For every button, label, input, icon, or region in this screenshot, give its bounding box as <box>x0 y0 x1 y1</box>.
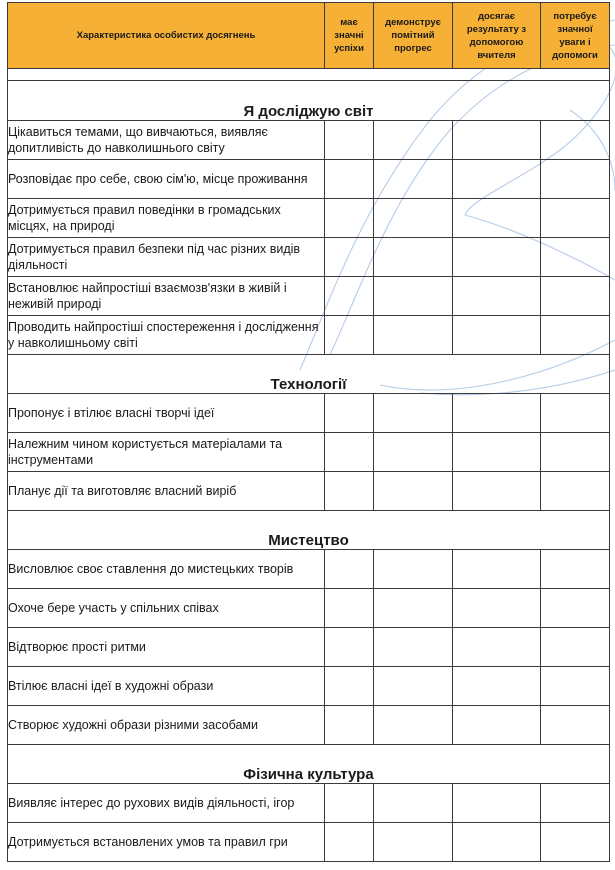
rating-cell[interactable] <box>374 433 453 472</box>
rating-cell[interactable] <box>541 433 610 472</box>
spacer-row <box>8 69 610 81</box>
rating-cell[interactable] <box>453 238 541 277</box>
rating-cell[interactable] <box>453 199 541 238</box>
rating-cell[interactable] <box>325 823 374 862</box>
rating-cell[interactable] <box>325 784 374 823</box>
table-row <box>8 784 610 823</box>
rating-cell[interactable] <box>325 277 374 316</box>
table-row <box>8 316 610 355</box>
item-text: Виявляє інтерес до рухових видів діяльності, ігор <box>8 784 325 823</box>
rating-cell[interactable] <box>541 472 610 511</box>
rating-cell[interactable] <box>453 706 541 745</box>
header-characteristic: Характеристика особистих досягнень <box>8 3 325 69</box>
rating-cell[interactable] <box>374 823 453 862</box>
rating-cell[interactable] <box>325 706 374 745</box>
item-text: Охоче бере участь у спільних співах <box>8 589 325 628</box>
rating-cell[interactable] <box>374 589 453 628</box>
rating-cell[interactable] <box>325 394 374 433</box>
rating-cell[interactable] <box>541 394 610 433</box>
item-text: Висловлює своє ставлення до мистецьких творів <box>8 550 325 589</box>
rating-cell[interactable] <box>325 160 374 199</box>
table-row <box>8 667 610 706</box>
table-row <box>8 472 610 511</box>
rating-cell[interactable] <box>541 238 610 277</box>
rating-cell[interactable] <box>453 550 541 589</box>
rating-cell[interactable] <box>541 667 610 706</box>
rating-cell[interactable] <box>541 160 610 199</box>
rating-cell[interactable] <box>453 433 541 472</box>
rating-cell[interactable] <box>374 472 453 511</box>
table-row <box>8 433 610 472</box>
rating-cell[interactable] <box>453 823 541 862</box>
rating-cell[interactable] <box>374 550 453 589</box>
rating-cell[interactable] <box>541 550 610 589</box>
rating-cell[interactable] <box>325 667 374 706</box>
rating-cell[interactable] <box>374 121 453 160</box>
table-row <box>8 277 610 316</box>
table-row <box>8 823 610 862</box>
item-text: Пропонує і втілює власні творчі ідеї <box>8 394 325 433</box>
rating-cell[interactable] <box>453 472 541 511</box>
table-row <box>8 121 610 160</box>
item-text: Розповідає про себе, свою сім'ю, місце проживання <box>8 160 325 199</box>
item-text: Втілює власні ідеї в художні образи <box>8 667 325 706</box>
header-notable-progress: демонструє помітний прогрес <box>374 3 453 69</box>
table-row <box>8 706 610 745</box>
rating-cell[interactable] <box>374 316 453 355</box>
rating-cell[interactable] <box>453 316 541 355</box>
rating-cell[interactable] <box>453 784 541 823</box>
table-row <box>8 394 610 433</box>
rating-cell[interactable] <box>374 784 453 823</box>
rating-cell[interactable] <box>374 277 453 316</box>
rating-cell[interactable] <box>453 394 541 433</box>
rating-cell[interactable] <box>453 667 541 706</box>
section-title: Мистецтво <box>8 511 610 550</box>
rating-cell[interactable] <box>541 784 610 823</box>
header-needs-attention: потребує значної уваги і допомоги <box>541 3 610 69</box>
rating-cell[interactable] <box>453 277 541 316</box>
rating-cell[interactable] <box>325 238 374 277</box>
item-text: Дотримується правил безпеки під час різних видів діяльності <box>8 238 325 277</box>
item-text: Планує дії та виготовляє власний виріб <box>8 472 325 511</box>
rating-cell[interactable] <box>453 628 541 667</box>
table-row <box>8 550 610 589</box>
rating-cell[interactable] <box>325 472 374 511</box>
section-title: Технології <box>8 355 610 394</box>
rating-cell[interactable] <box>541 199 610 238</box>
table-row <box>8 199 610 238</box>
rating-cell[interactable] <box>374 160 453 199</box>
table-row <box>8 589 610 628</box>
rating-cell[interactable] <box>453 589 541 628</box>
table-row <box>8 160 610 199</box>
item-text: Дотримується встановлених умов та правил гри <box>8 823 325 862</box>
rating-cell[interactable] <box>374 706 453 745</box>
rating-cell[interactable] <box>374 199 453 238</box>
table-row <box>8 628 610 667</box>
achievements-table <box>7 2 610 862</box>
rating-cell[interactable] <box>374 628 453 667</box>
table-row <box>8 238 610 277</box>
item-text: Встановлює найпростіші взаємозв'язки в живій і неживій природі <box>8 277 325 316</box>
header-with-teacher-help: досягає результату з допомогою вчителя <box>453 3 541 69</box>
item-text: Належним чином користується матеріалами та інструментами <box>8 433 325 472</box>
section-title: Фізична культура <box>8 745 610 784</box>
rating-cell[interactable] <box>374 667 453 706</box>
item-text: Проводить найпростіші спостереження і дослідження у навколишньому світі <box>8 316 325 355</box>
rating-cell[interactable] <box>541 316 610 355</box>
rating-cell[interactable] <box>541 706 610 745</box>
rating-cell[interactable] <box>374 238 453 277</box>
rating-cell[interactable] <box>325 433 374 472</box>
rating-cell[interactable] <box>325 550 374 589</box>
rating-cell[interactable] <box>541 628 610 667</box>
rating-cell[interactable] <box>541 823 610 862</box>
section-title: Я досліджую світ <box>8 81 610 121</box>
rating-cell[interactable] <box>374 394 453 433</box>
item-text: Відтворює прості ритми <box>8 628 325 667</box>
rating-cell[interactable] <box>453 160 541 199</box>
item-text: Дотримується правил поведінки в громадських місцях, на природі <box>8 199 325 238</box>
item-text: Створює художні образи різними засобами <box>8 706 325 745</box>
rating-cell[interactable] <box>325 316 374 355</box>
rating-cell[interactable] <box>453 121 541 160</box>
rating-cell[interactable] <box>325 121 374 160</box>
table-header-row <box>8 3 610 69</box>
rating-cell[interactable] <box>541 589 610 628</box>
rating-cell[interactable] <box>325 589 374 628</box>
header-significant-success: має значні успіхи <box>325 3 374 69</box>
rating-cell[interactable] <box>541 277 610 316</box>
rating-cell[interactable] <box>325 199 374 238</box>
item-text: Цікавиться темами, що вивчаються, виявляє допитливість до навколишнього світу <box>8 121 325 160</box>
rating-cell[interactable] <box>541 121 610 160</box>
rating-cell[interactable] <box>325 628 374 667</box>
